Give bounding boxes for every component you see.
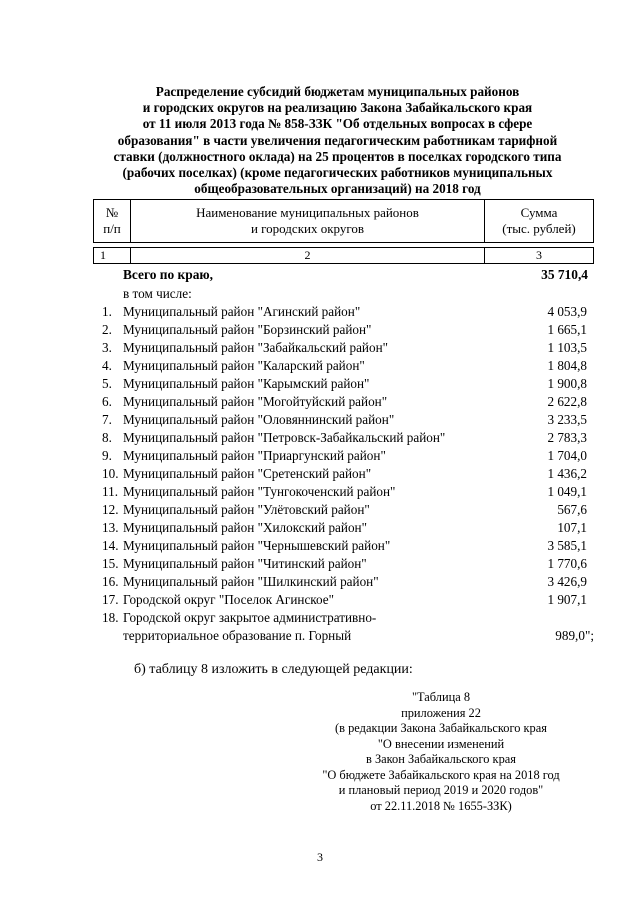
row-name: Муниципальный район "Улётовский район" bbox=[123, 502, 370, 517]
table-row bbox=[93, 519, 593, 537]
title-line: ставки (должностного оклада) на 25 процентов в поселках городского типа bbox=[113, 148, 562, 164]
note-line: "Таблица 8 bbox=[411, 690, 471, 704]
table-row bbox=[93, 465, 593, 483]
row-number: 8. bbox=[102, 430, 112, 445]
row-number: 7. bbox=[102, 412, 112, 427]
row-number: 1. bbox=[102, 304, 112, 319]
row-number: 13. bbox=[102, 520, 119, 535]
row-name: Городской округ "Поселок Агинское" bbox=[123, 592, 335, 607]
note-line: "О внесении изменений bbox=[377, 736, 505, 751]
header-number-line1: № bbox=[105, 205, 119, 220]
row-number: 11. bbox=[102, 484, 118, 499]
note-line: в Закон Забайкальского края bbox=[366, 752, 516, 766]
page-number: 3 bbox=[317, 850, 323, 864]
row-value: 1 665,1 bbox=[547, 322, 587, 337]
header-sum-line1: Сумма bbox=[520, 205, 558, 220]
row-value: 3 585,1 bbox=[547, 538, 587, 553]
row-name: Муниципальный район "Агинский район" bbox=[123, 304, 361, 319]
table-row bbox=[93, 483, 593, 501]
header-number-column bbox=[94, 200, 131, 242]
column-number-3: 3 bbox=[536, 248, 542, 262]
row-name: Муниципальный район "Забайкальский район" bbox=[123, 340, 389, 355]
column-number-2: 2 bbox=[131, 248, 485, 263]
row-name: Муниципальный район "Могойтуйский район" bbox=[123, 394, 388, 409]
note-line: "О бюджете Забайкальского края на 2018 год bbox=[322, 767, 560, 782]
title-line: от 11 июля 2013 года № 858-ЗЗК "Об отдельных вопросах в сфере bbox=[142, 116, 533, 132]
header-name-line1: Наименование муниципальных районов bbox=[196, 205, 419, 220]
row-value: 107,1 bbox=[557, 520, 587, 535]
row-value: 1 049,1 bbox=[547, 484, 587, 499]
row-name: Муниципальный район "Карымский район" bbox=[123, 376, 370, 391]
row-value: 989,0"; bbox=[555, 628, 594, 643]
table-row bbox=[93, 429, 593, 447]
total-row bbox=[123, 266, 588, 283]
row-number: 15. bbox=[102, 556, 119, 571]
table-row bbox=[93, 501, 593, 519]
row-value: 1 103,5 bbox=[547, 340, 587, 355]
row-value: 1 436,2 bbox=[547, 466, 587, 481]
row-number: 4. bbox=[102, 358, 112, 373]
row-value: 2 783,3 bbox=[547, 430, 587, 445]
row-name: Муниципальный район "Петровск-Забайкальский район" bbox=[123, 430, 446, 445]
note-line: от 22.11.2018 № 1655-ЗЗК) bbox=[370, 798, 512, 813]
row-value: 567,6 bbox=[557, 502, 587, 517]
title-line: и городских округов на реализацию Закона Забайкальского края bbox=[142, 100, 533, 116]
row-number: 17. bbox=[102, 592, 119, 607]
note-line: и плановый период 2019 и 2020 годов" bbox=[338, 783, 544, 797]
table-row bbox=[93, 357, 593, 375]
table-row bbox=[93, 591, 593, 609]
header-name-line2: и городских округов bbox=[250, 221, 365, 236]
table-row bbox=[93, 303, 593, 321]
table-header bbox=[93, 199, 594, 243]
header-name-column bbox=[131, 200, 485, 242]
row-name: Муниципальный район "Читинский район" bbox=[123, 556, 367, 571]
title-line: Распределение субсидий бюджетам муниципальных районов bbox=[155, 84, 520, 99]
total-value: 35 710,4 bbox=[541, 267, 588, 282]
table-row bbox=[93, 555, 593, 573]
row-name: Муниципальный район "Хилокский район" bbox=[123, 520, 367, 535]
document-title bbox=[100, 84, 575, 197]
row-name: Муниципальный район "Шилкинский район" bbox=[123, 574, 379, 589]
table-row bbox=[93, 393, 593, 411]
row-number: 3. bbox=[102, 340, 112, 355]
table-row bbox=[93, 339, 593, 357]
row-name: Муниципальный район "Оловяннинский район" bbox=[123, 412, 395, 427]
table-row bbox=[93, 573, 593, 591]
row-value: 3 233,5 bbox=[547, 412, 587, 427]
row-number: 14. bbox=[102, 538, 119, 553]
header-number-line2: п/п bbox=[103, 221, 121, 236]
row-name-line2: территориальное образование п. Горный bbox=[123, 628, 352, 643]
title-line: образования" в части увеличения педагогическим работникам тарифной bbox=[117, 132, 558, 148]
row-value: 4 053,9 bbox=[547, 304, 587, 319]
total-label: Всего по краю, bbox=[123, 267, 213, 282]
row-name bbox=[123, 609, 376, 645]
header-sum-line2: (тыс. рублей) bbox=[502, 221, 576, 236]
table-row bbox=[93, 537, 593, 555]
row-name: Муниципальный район "Приаргунский район" bbox=[123, 448, 386, 463]
row-value: 1 804,8 bbox=[547, 358, 587, 373]
title-line: общеобразовательных организаций) на 2018 год bbox=[194, 181, 481, 197]
table-row bbox=[93, 411, 593, 429]
row-number: 16. bbox=[102, 574, 119, 589]
note-line: (в редакции Закона Забайкальского края bbox=[335, 721, 547, 735]
row-value: 1 907,1 bbox=[547, 592, 587, 607]
row-number: 6. bbox=[102, 394, 112, 409]
table-column-numbers bbox=[93, 247, 594, 264]
including-label: в том числе: bbox=[123, 286, 192, 301]
table-row bbox=[93, 321, 593, 339]
column-number-1: 1 bbox=[94, 248, 131, 263]
row-name: Муниципальный район "Тунгокоченский район" bbox=[123, 484, 396, 499]
header-sum-column bbox=[485, 200, 593, 242]
row-name-line1: Городской округ закрытое административно- bbox=[123, 610, 377, 625]
table-row bbox=[93, 375, 593, 393]
row-value: 3 426,9 bbox=[547, 574, 587, 589]
row-number: 9. bbox=[102, 448, 112, 463]
table-caption-note bbox=[296, 690, 586, 814]
note-line: приложения 22 bbox=[401, 705, 481, 720]
amendment-paragraph: б) таблицу 8 изложить в следующей редакции: bbox=[134, 662, 413, 677]
table-row bbox=[93, 609, 593, 645]
row-value: 1 770,6 bbox=[547, 556, 587, 571]
row-name: Муниципальный район "Сретенский район" bbox=[123, 466, 372, 481]
row-name: Муниципальный район "Каларский район" bbox=[123, 358, 365, 373]
row-number: 5. bbox=[102, 376, 112, 391]
table-body bbox=[93, 303, 593, 645]
row-value: 1 704,0 bbox=[547, 448, 587, 463]
row-name: Муниципальный район "Борзинский район" bbox=[123, 322, 372, 337]
row-number: 12. bbox=[102, 502, 119, 517]
title-line: (рабочих поселках) (кроме педагогических работников муниципальных bbox=[122, 165, 553, 181]
row-number: 10. bbox=[102, 466, 119, 481]
row-value: 1 900,8 bbox=[547, 376, 587, 391]
row-number: 2. bbox=[102, 322, 112, 337]
table-row bbox=[93, 447, 593, 465]
row-name: Муниципальный район "Чернышевский район" bbox=[123, 538, 391, 553]
row-number: 18. bbox=[102, 610, 119, 625]
row-value: 2 622,8 bbox=[547, 394, 587, 409]
